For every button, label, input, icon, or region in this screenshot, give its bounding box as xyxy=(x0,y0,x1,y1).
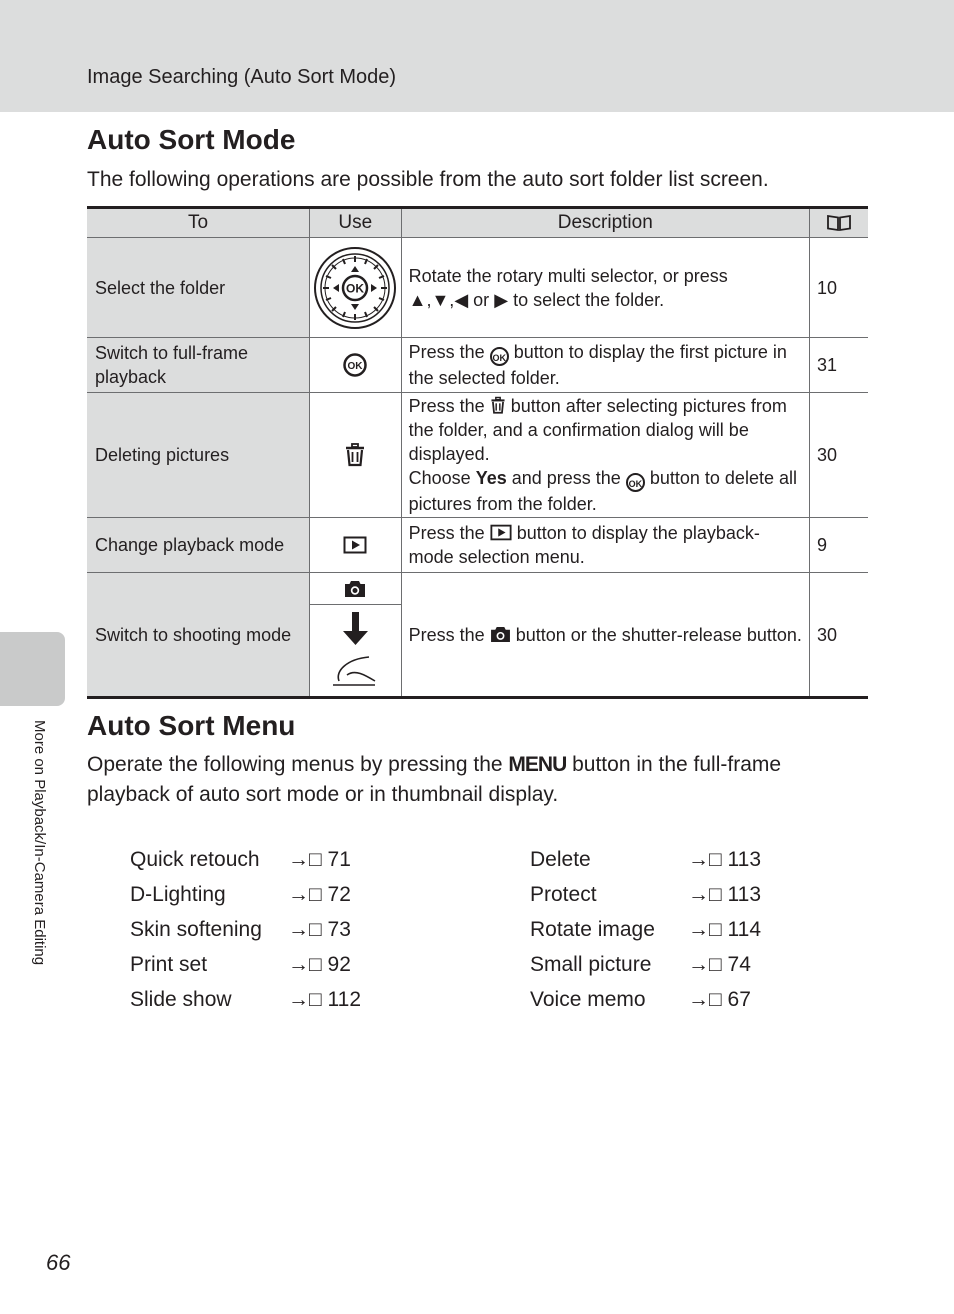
list-item xyxy=(530,877,830,912)
desc-text: Press the xyxy=(408,523,485,543)
desc-text: Rotate the rotary multi selector, or press xyxy=(408,265,728,286)
row-description xyxy=(401,573,809,698)
list-item xyxy=(130,947,430,982)
menu-button-label: MENU xyxy=(508,753,567,776)
menu-item-page: 67 xyxy=(727,988,751,1011)
list-item xyxy=(530,912,830,947)
row-use xyxy=(309,518,401,573)
book-icon: □ xyxy=(309,848,322,871)
menu-item-page: 92 xyxy=(327,953,351,976)
row-use xyxy=(309,238,401,338)
intro-text: Operate the following menus by pressing the xyxy=(87,753,503,776)
side-tab-label: More on Playback/In-Camera Editing xyxy=(31,720,48,966)
camera-icon xyxy=(344,580,366,598)
book-icon: □ xyxy=(709,848,722,871)
list-item xyxy=(130,842,430,877)
menu-item-label: Voice memo xyxy=(530,988,646,1011)
col-header-reference xyxy=(809,208,868,238)
desc-text: and press the xyxy=(511,468,621,488)
row-reference: 30 xyxy=(809,393,868,518)
desc-text: Press the xyxy=(408,396,485,416)
breadcrumb: Image Searching (Auto Sort Mode) xyxy=(87,66,397,88)
ok-button-icon: OK xyxy=(490,347,509,366)
row-to: Switch to full-frame playback xyxy=(87,338,309,393)
book-icon: □ xyxy=(709,953,722,976)
row-use xyxy=(309,338,401,393)
col-header-to: To xyxy=(87,208,309,238)
table-row xyxy=(87,338,868,393)
yes-option-label: Yes xyxy=(475,468,507,488)
menu-item-label: Delete xyxy=(530,848,591,871)
row-use xyxy=(309,573,401,698)
menu-item-label: Skin softening xyxy=(130,918,262,941)
rotary-multi-selector-icon xyxy=(313,246,397,330)
menu-item-label: Slide show xyxy=(130,988,232,1011)
menu-item-ref: →□ 114 xyxy=(688,918,762,941)
row-reference: 30 xyxy=(809,573,868,698)
book-icon: □ xyxy=(709,988,722,1011)
menu-item-page: 74 xyxy=(727,953,751,976)
desc-text: button to display the first picture in the selected folder. xyxy=(408,342,787,388)
menu-item-ref: →□ 71 xyxy=(288,848,351,871)
menu-item-ref: →□ 67 xyxy=(688,988,751,1011)
desc-text: button to display the playback-mode selection menu. xyxy=(408,523,760,567)
ok-button-icon xyxy=(342,352,368,378)
book-icon: □ xyxy=(709,883,722,906)
row-description xyxy=(401,518,809,573)
menu-item-page: 73 xyxy=(327,918,351,941)
list-item xyxy=(530,947,830,982)
ok-button-icon: OK xyxy=(626,473,645,492)
desc-text: button or the shutter-release button. xyxy=(515,624,802,645)
row-reference: 9 xyxy=(809,518,868,573)
col-header-use: Use xyxy=(309,208,401,238)
table-row xyxy=(87,518,868,573)
book-icon: □ xyxy=(709,918,722,941)
row-description xyxy=(401,393,809,518)
arrow-left-icon: ◀ xyxy=(454,289,469,310)
arrow-down-icon: ▼ xyxy=(431,289,450,310)
desc-text: or xyxy=(473,289,490,310)
menu-list-left xyxy=(130,842,430,1017)
desc-text: button after selecting pictures from the folder, and a confirmation dialog will be displayed. xyxy=(408,396,787,464)
book-icon: □ xyxy=(309,988,322,1011)
section-title-auto-sort-menu: Auto Sort Menu xyxy=(87,710,296,741)
menu-item-ref: →□ 92 xyxy=(288,953,351,976)
book-icon: □ xyxy=(309,883,322,906)
playback-icon xyxy=(343,536,367,554)
playback-icon xyxy=(490,524,512,541)
menu-item-label: Protect xyxy=(530,883,597,906)
list-item xyxy=(530,842,830,877)
side-tab xyxy=(0,632,65,706)
menu-item-label: Small picture xyxy=(530,953,652,976)
camera-icon xyxy=(490,626,511,643)
arrow-up-icon: ▲ xyxy=(408,289,427,310)
menu-item-ref: →□ 72 xyxy=(288,883,351,906)
row-description: Rotate the rotary multi selector, or press ▲,▼,◀ or ▶ to select the folder. xyxy=(401,238,809,338)
list-item xyxy=(130,877,430,912)
book-icon: □ xyxy=(309,918,322,941)
page-number: 66 xyxy=(46,1250,71,1275)
desc-text: Choose xyxy=(408,468,471,488)
list-item xyxy=(530,982,830,1017)
menu-list-right xyxy=(530,842,830,1017)
table-header-row xyxy=(87,208,868,238)
menu-item-label: Rotate image xyxy=(530,918,655,941)
desc-text: button to delete all pictures from the folder. xyxy=(408,468,797,514)
row-use xyxy=(309,393,401,518)
menu-item-page: 114 xyxy=(727,918,762,941)
shutter-release-icon xyxy=(325,609,385,689)
menu-item-page: 112 xyxy=(327,988,362,1011)
row-to: Change playback mode xyxy=(87,518,309,573)
section-title-auto-sort-mode: Auto Sort Mode xyxy=(87,124,296,155)
menu-item-ref: →□ 112 xyxy=(288,988,362,1011)
svg-text:OK: OK xyxy=(346,281,365,295)
section-intro: The following operations are possible from the auto sort folder list screen. xyxy=(87,168,769,191)
arrow-right-icon: ▶ xyxy=(494,289,509,310)
col-header-description: Description xyxy=(401,208,809,238)
trash-icon xyxy=(344,443,366,467)
header-band xyxy=(0,0,954,112)
intro-text: button in the full-frame playback of auto sort mode or in thumbnail display. xyxy=(87,753,782,806)
book-icon: □ xyxy=(309,953,322,976)
menu-item-label: D-Lighting xyxy=(130,883,226,906)
menu-item-page: 113 xyxy=(727,883,762,906)
desc-text: to select the folder. xyxy=(513,289,665,310)
section-intro xyxy=(87,750,807,810)
menu-item-page: 72 xyxy=(327,883,351,906)
menu-item-page: 71 xyxy=(327,848,351,871)
operations-table xyxy=(87,206,868,699)
table-row xyxy=(87,238,868,338)
menu-item-page: 113 xyxy=(727,848,762,871)
menu-item-label: Quick retouch xyxy=(130,848,260,871)
desc-text: Press the xyxy=(408,624,485,645)
svg-text:OK: OK xyxy=(347,361,363,372)
row-reference: 10 xyxy=(809,238,868,338)
menu-item-ref: →□ 113 xyxy=(688,883,762,906)
row-to: Select the folder xyxy=(87,238,309,338)
menu-item-ref: →□ 74 xyxy=(688,953,751,976)
row-to: Deleting pictures xyxy=(87,393,309,518)
table-row xyxy=(87,393,868,518)
list-item xyxy=(130,982,430,1017)
table-row xyxy=(87,573,868,698)
menu-item-label: Print set xyxy=(130,953,208,976)
book-icon xyxy=(826,214,852,232)
row-reference: 31 xyxy=(809,338,868,393)
desc-text: Press the xyxy=(408,342,485,362)
trash-icon xyxy=(490,396,506,415)
menu-item-ref: →□ 113 xyxy=(688,848,762,871)
list-item xyxy=(130,912,430,947)
menu-item-ref: →□ 73 xyxy=(288,918,351,941)
row-to: Switch to shooting mode xyxy=(87,573,309,698)
row-description xyxy=(401,338,809,393)
